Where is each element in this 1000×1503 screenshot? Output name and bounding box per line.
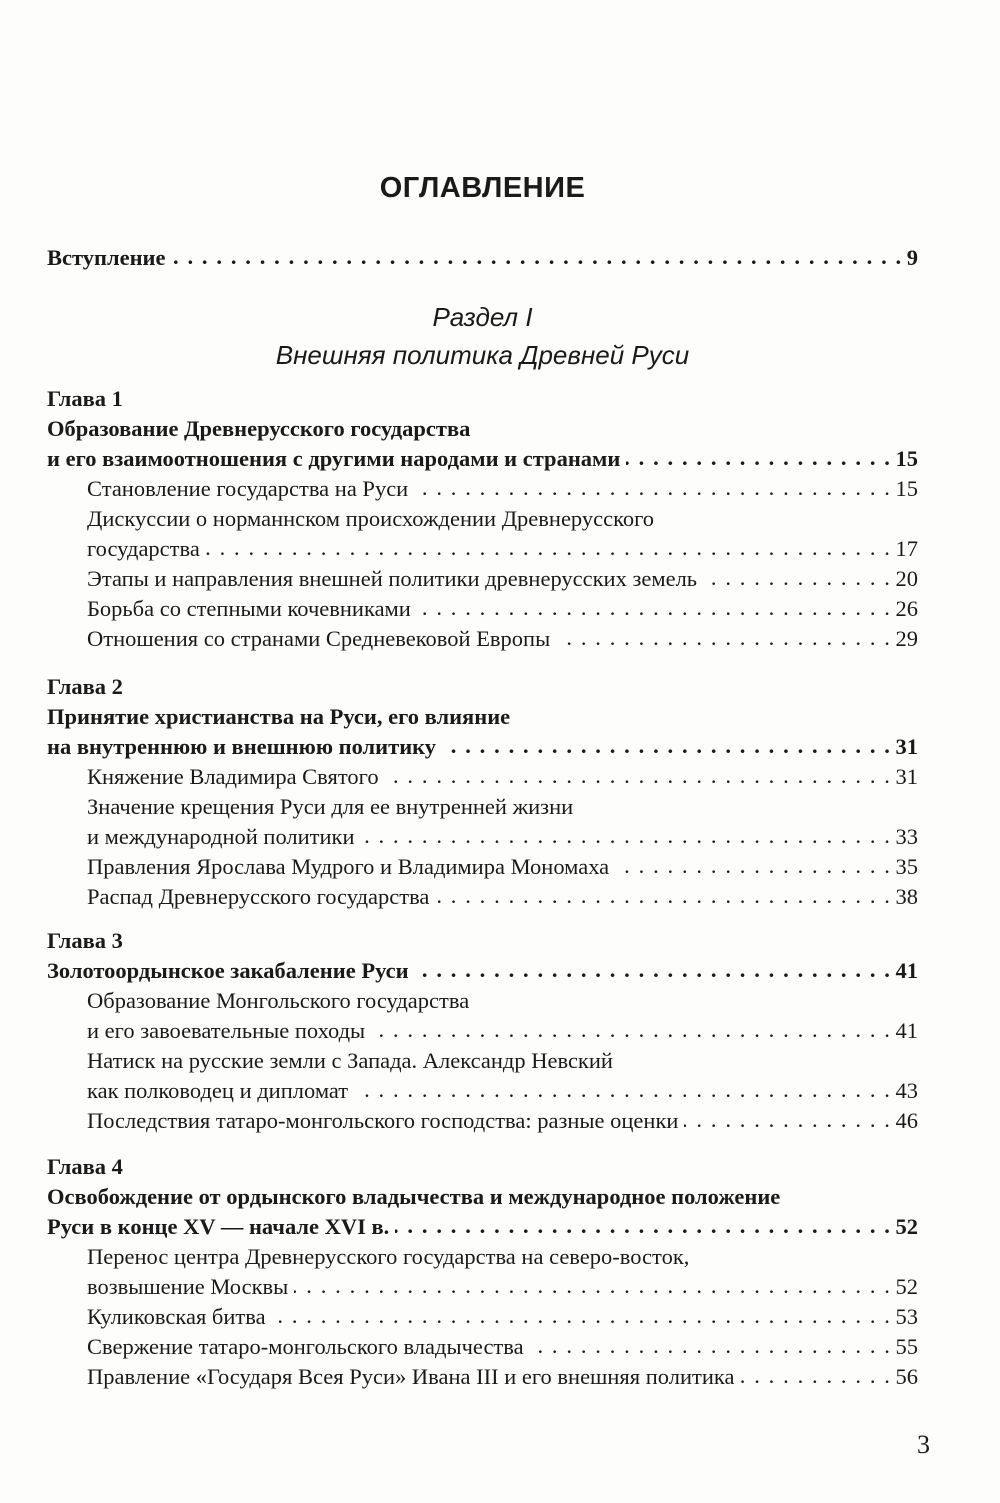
leader-dots	[172, 242, 903, 272]
chapter-4	[47, 1152, 918, 1392]
page-title: ОГЛАВЛЕНИЕ	[379, 172, 586, 204]
entry-page: 41	[895, 958, 918, 983]
section-title: Внешняя политика Древней Руси	[275, 340, 690, 370]
leader-dots	[556, 623, 891, 653]
chapter-label: Глава 2	[47, 674, 123, 699]
leader-dots	[435, 881, 891, 911]
toc-item-line: Натиск на русские земли с Запада. Александр Невский	[87, 1048, 613, 1073]
entry-page: 52	[895, 1214, 918, 1239]
toc-item: и его завоевательные походы . . . 41	[47, 1016, 918, 1046]
toc-item: Куликовская битва . . . 53	[47, 1302, 918, 1332]
toc-item: Правление «Государя Всея Руси» Ивана III и его внешняя политика . . . 56	[47, 1362, 918, 1392]
leader-dots	[354, 1075, 891, 1105]
chapter-label: Глава 4	[47, 1154, 123, 1179]
entry-page: 31	[895, 734, 918, 759]
leader-dots	[615, 851, 891, 881]
leader-dots	[417, 593, 892, 623]
chapter-title-cont: на внутреннюю и внешнюю политику	[47, 734, 437, 759]
leader-dots	[272, 1301, 892, 1331]
leader-dots	[385, 761, 892, 791]
toc-item: Княжение Владимира Святого . . . 31	[47, 762, 918, 792]
chapter-title-cont: Руси в конце XV — начале XVI в.	[47, 1214, 390, 1239]
chapter-title: Освобождение от ордынского владычества и международное положение	[47, 1184, 781, 1209]
toc-item: как полководец и дипломат . . . 43	[47, 1076, 918, 1106]
toc-entry-intro	[47, 243, 918, 273]
leader-dots	[442, 731, 891, 761]
chapter-3	[47, 926, 918, 1136]
leader-dots	[361, 821, 892, 851]
toc-item: Распад Древнерусского государства . . . 38	[47, 882, 918, 912]
toc-item: Борьба со степными кочевниками . . . 26	[47, 594, 918, 624]
toc-item: возвышение Москвы . . . 52	[47, 1272, 918, 1302]
toc-item: Правления Ярослава Мудрого и Владимира Мономаха . . . 35	[47, 852, 918, 882]
toc-item: Свержение татаро-монгольского владычества . . . 55	[47, 1332, 918, 1362]
toc-page	[47, 0, 930, 1503]
leader-dots	[371, 1015, 891, 1045]
toc-item: и международной политики . . . 33	[47, 822, 918, 852]
chapter-label: Глава 3	[47, 928, 123, 953]
entry-label: Вступление	[47, 245, 166, 270]
leader-dots	[395, 1211, 891, 1241]
chapter-title: Золотоордынское закабаление Руси	[47, 958, 409, 983]
chapter-2	[47, 672, 918, 912]
leader-dots	[626, 443, 891, 473]
section-heading	[47, 298, 918, 374]
leader-dots	[415, 955, 892, 985]
chapter-1	[47, 384, 918, 654]
toc-item-line: Образование Монгольского государства	[87, 988, 470, 1013]
entry-page: 15	[895, 446, 918, 471]
toc-item: Этапы и направления внешней политики древнерусских земель . . . 20	[47, 564, 918, 594]
toc-item: государства . . . 17	[47, 534, 918, 564]
leader-dots	[740, 1361, 891, 1391]
leader-dots	[294, 1271, 891, 1301]
leader-dots	[703, 563, 891, 593]
leader-dots	[206, 533, 892, 563]
chapter-title-cont: и его взаимоотношения с другими народами и странами	[47, 446, 621, 471]
chapter-title: Образование Древнерусского государства	[47, 416, 471, 441]
entry-page: 9	[906, 245, 918, 270]
leader-dots	[414, 473, 891, 503]
page-number: 3	[917, 1430, 930, 1459]
chapter-label: Глава 1	[47, 386, 123, 411]
toc-item-line: Дискуссии о норманнском происхождении Древнерусского	[87, 506, 655, 531]
section-number: Раздел I	[432, 302, 533, 332]
chapter-title: Принятие христианства на Руси, его влияние	[47, 704, 511, 729]
toc-item-line: Перенос центра Древнерусского государства на северо-восток,	[87, 1244, 690, 1269]
leader-dots	[530, 1331, 892, 1361]
toc-item-line: Значение крещения Руси для ее внутренней жизни	[87, 794, 574, 819]
leader-dots	[684, 1105, 891, 1135]
toc-item: Становление государства на Руси . . . 15	[47, 474, 918, 504]
toc-item: Последствия татаро-монгольского господства: разные оценки . . . 46	[47, 1106, 918, 1136]
toc-item: Отношения со странами Средневековой Европы . . . 29	[47, 624, 918, 654]
